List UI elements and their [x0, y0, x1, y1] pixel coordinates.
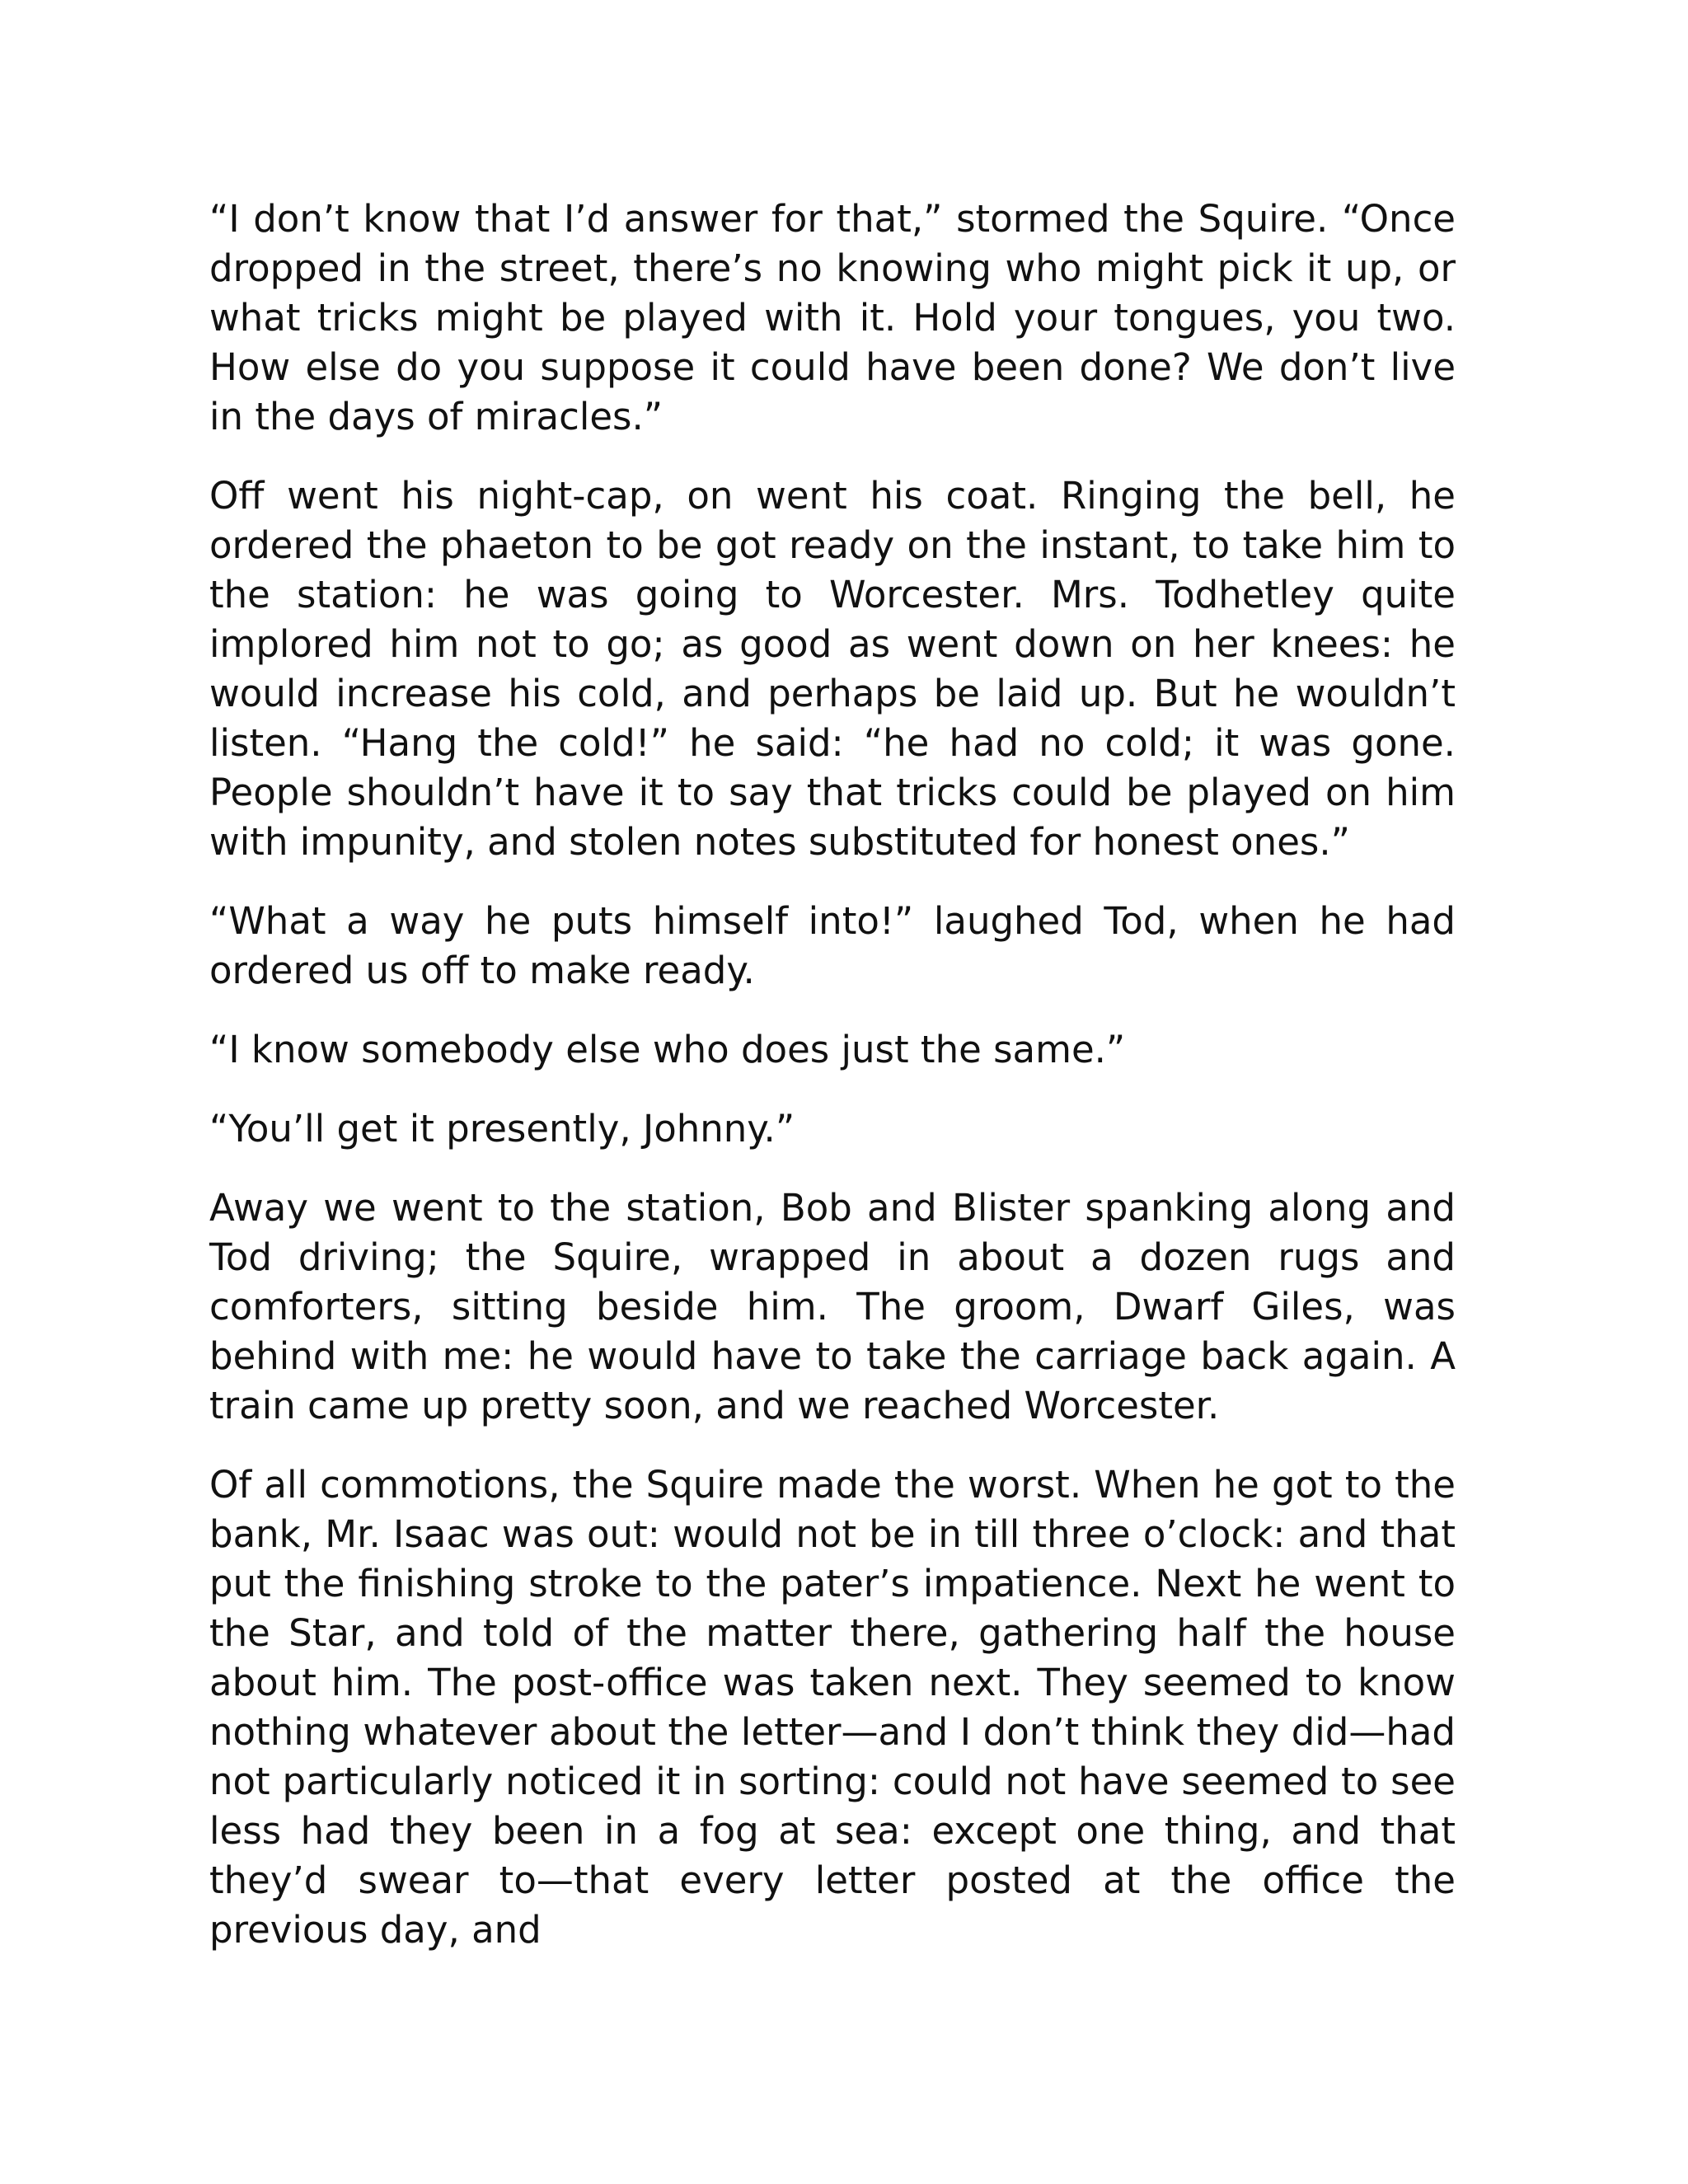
- paragraph-2: Off went his night-cap, on went his coat. Ringing the bell, he ordered the phaeton to be got ready on the instant, to take him to the station: he was going to Worcester. Mrs. Todhetley quite implored him not to go; as good as went down on her knees: he would increase his cold, and perhaps be laid up. But he wouldn’t listen. “Hang the cold!” he said: “he had no cold; it was gone. People shouldn’t have it to say that tricks could be played on him with impunity, and stolen notes substituted for honest ones.”: [209, 474, 1456, 864]
- paragraph-4: “I know somebody else who does just the same.”: [209, 1028, 1126, 1071]
- paragraph-6: Away we went to the station, Bob and Blister spanking along and Tod driving; the Squire, wrapped in about a dozen rugs and comforters, sitting beside him. The groom, Dwarf Giles, was behind with me: he would have to take the carriage back again. A train came up pretty soon, and we reached Worcester.: [209, 1186, 1456, 1427]
- paragraph-3: “What a way he puts himself into!” laughed Tod, when he had ordered us off to make ready.: [209, 899, 1456, 992]
- paragraph-1: “I don’t know that I’d answer for that,” stormed the Squire. “Once dropped in the street, there’s no knowing who might pick it up, or what tricks might be played with it. Hold your tongues, you two. How else do you suppose it could have been done? We don’t live in the days of miracles.”: [209, 197, 1456, 438]
- page-text-body: [209, 194, 1456, 1985]
- paragraph-5: “You’ll get it presently, Johnny.”: [209, 1107, 795, 1151]
- paragraph-7: Of all commotions, the Squire made the worst. When he got to the bank, Mr. Isaac was out: would not be in till three o’clock: and that put the finishing stroke to the pater’s impatience. Next he went to the Star, and told of the matter there, gathering half the house about him. The post-office was taken next. They seemed to know nothing whatever about the letter—and I don’t think they did—had not particularly noticed it in sorting: could not have seemed to see less had they been in a fog at sea: except one thing, and that they’d swear to—that every letter posted at the office the previous day, and: [209, 1463, 1456, 1952]
